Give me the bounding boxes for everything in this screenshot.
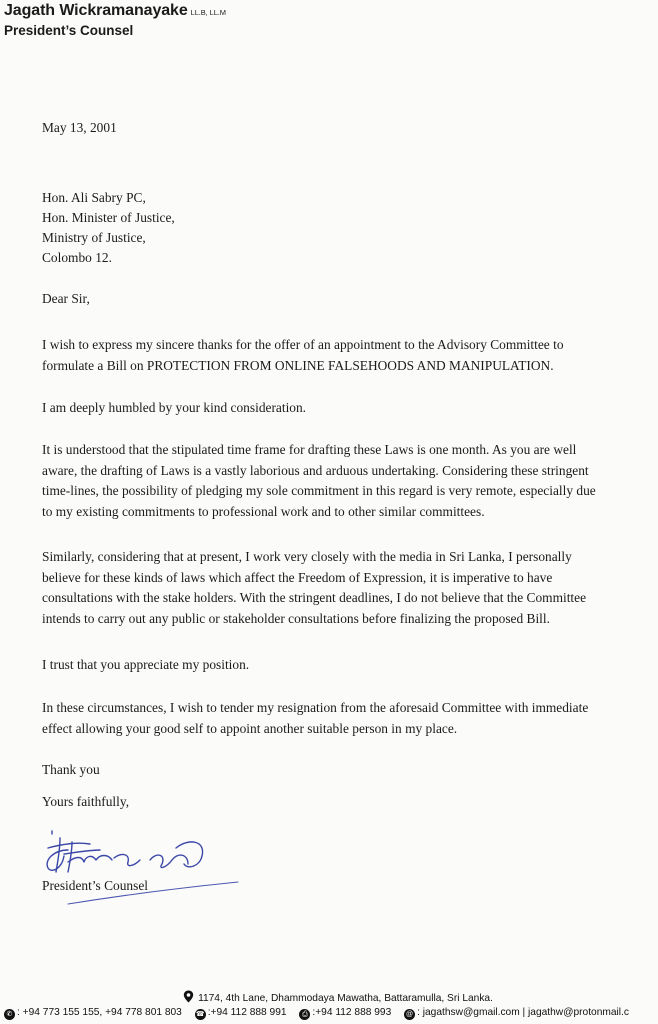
footer-address: [0, 990, 658, 1004]
paragraph-line: consultations with the stake holders. With the stringent deadlines, I do not believe that the Committee: [42, 590, 587, 605]
body-paragraph: [42, 547, 654, 629]
footer-contacts: [4, 1007, 658, 1020]
body-paragraph: [42, 655, 654, 676]
fax-icon: ⎙: [299, 1009, 310, 1020]
body-paragraph: [42, 335, 654, 376]
recipient-line: Colombo 12.: [42, 250, 112, 265]
fax-number: :+94 112 888 993: [312, 1007, 392, 1018]
body-paragraph: [42, 440, 654, 522]
email-addresses: : jagathsw@gmail.com | jagathw@protonmail.c: [417, 1007, 629, 1018]
phone-icon: ✆: [4, 1009, 15, 1020]
paragraph-line: Similarly, considering that at present, I work very closely with the media in Sri Lanka, I personally: [42, 549, 572, 564]
telephone-icon: ☎: [195, 1011, 205, 1018]
letter-date: May 13, 2001: [42, 120, 117, 135]
paragraph-line: formulate a Bill on PROTECTION FROM ONLINE FALSEHOODS AND MANIPULATION.: [42, 357, 554, 373]
paragraph-line: In these circumstances, I wish to tender my resignation from the aforesaid Committee with immediate: [42, 700, 589, 715]
paragraph-line: intends to carry out any public or stakeholder consultations before finalizing the proposed Bill.: [42, 610, 550, 626]
handwritten-signature: [38, 826, 248, 916]
letterhead: [4, 1, 226, 39]
location-pin-icon: [183, 990, 194, 1003]
paragraph-line: It is understood that the stipulated time frame for drafting these Laws is one month. As you are well: [42, 442, 577, 457]
body-paragraph: [42, 698, 654, 739]
address-text: 1174, 4th Lane, Dhammodaya Mawatha, Battaramulla, Sri Lanka.: [198, 993, 493, 1004]
signatory-title: President’s Counsel: [42, 878, 149, 893]
salutation: Dear Sir,: [42, 291, 90, 306]
paragraph-line: aware, the drafting of Laws is a vastly laborious and arduous undertaking. Considering these stringent: [42, 462, 589, 478]
recipient-line: Hon. Ali Sabry PC,: [42, 190, 146, 205]
paragraph-line: to my existing commitments to professional work and to other similar committees.: [42, 503, 485, 519]
paragraph-line: I am deeply humbled by your kind consideration.: [42, 400, 307, 415]
paragraph-line: I wish to express my sincere thanks for the offer of an appointment to the Advisory Committee to: [42, 337, 564, 352]
sender-qualifications: LL.B, LL.M: [190, 8, 226, 17]
paragraph-line: effect allowing your good self to appoint another suitable person in my place.: [42, 720, 458, 736]
email-icon: @: [406, 1011, 414, 1018]
sender-title: President’s Counsel: [4, 23, 134, 38]
mobile-numbers: : +94 773 155 155, +94 778 801 803: [17, 1007, 182, 1018]
sender-name: Jagath Wickramanayake: [4, 2, 188, 19]
recipient-line: Ministry of Justice,: [42, 230, 146, 245]
thanks-line: Thank you: [42, 762, 100, 777]
paragraph-line: believe for these kinds of laws which affect the Freedom of Expression, it is imperative to have: [42, 569, 553, 585]
closing-line: Yours faithfully,: [42, 794, 130, 809]
paragraph-line: I trust that you appreciate my position.: [42, 657, 250, 672]
telephone-number: :+94 112 888 991: [207, 1007, 287, 1018]
recipient-line: Hon. Minister of Justice,: [42, 210, 175, 225]
paragraph-line: time-lines, the possibility of pledging my sole commitment in this regard is very remote, especially due: [42, 483, 596, 498]
sender-name-line: [4, 1, 226, 23]
body-paragraph: [42, 398, 654, 419]
